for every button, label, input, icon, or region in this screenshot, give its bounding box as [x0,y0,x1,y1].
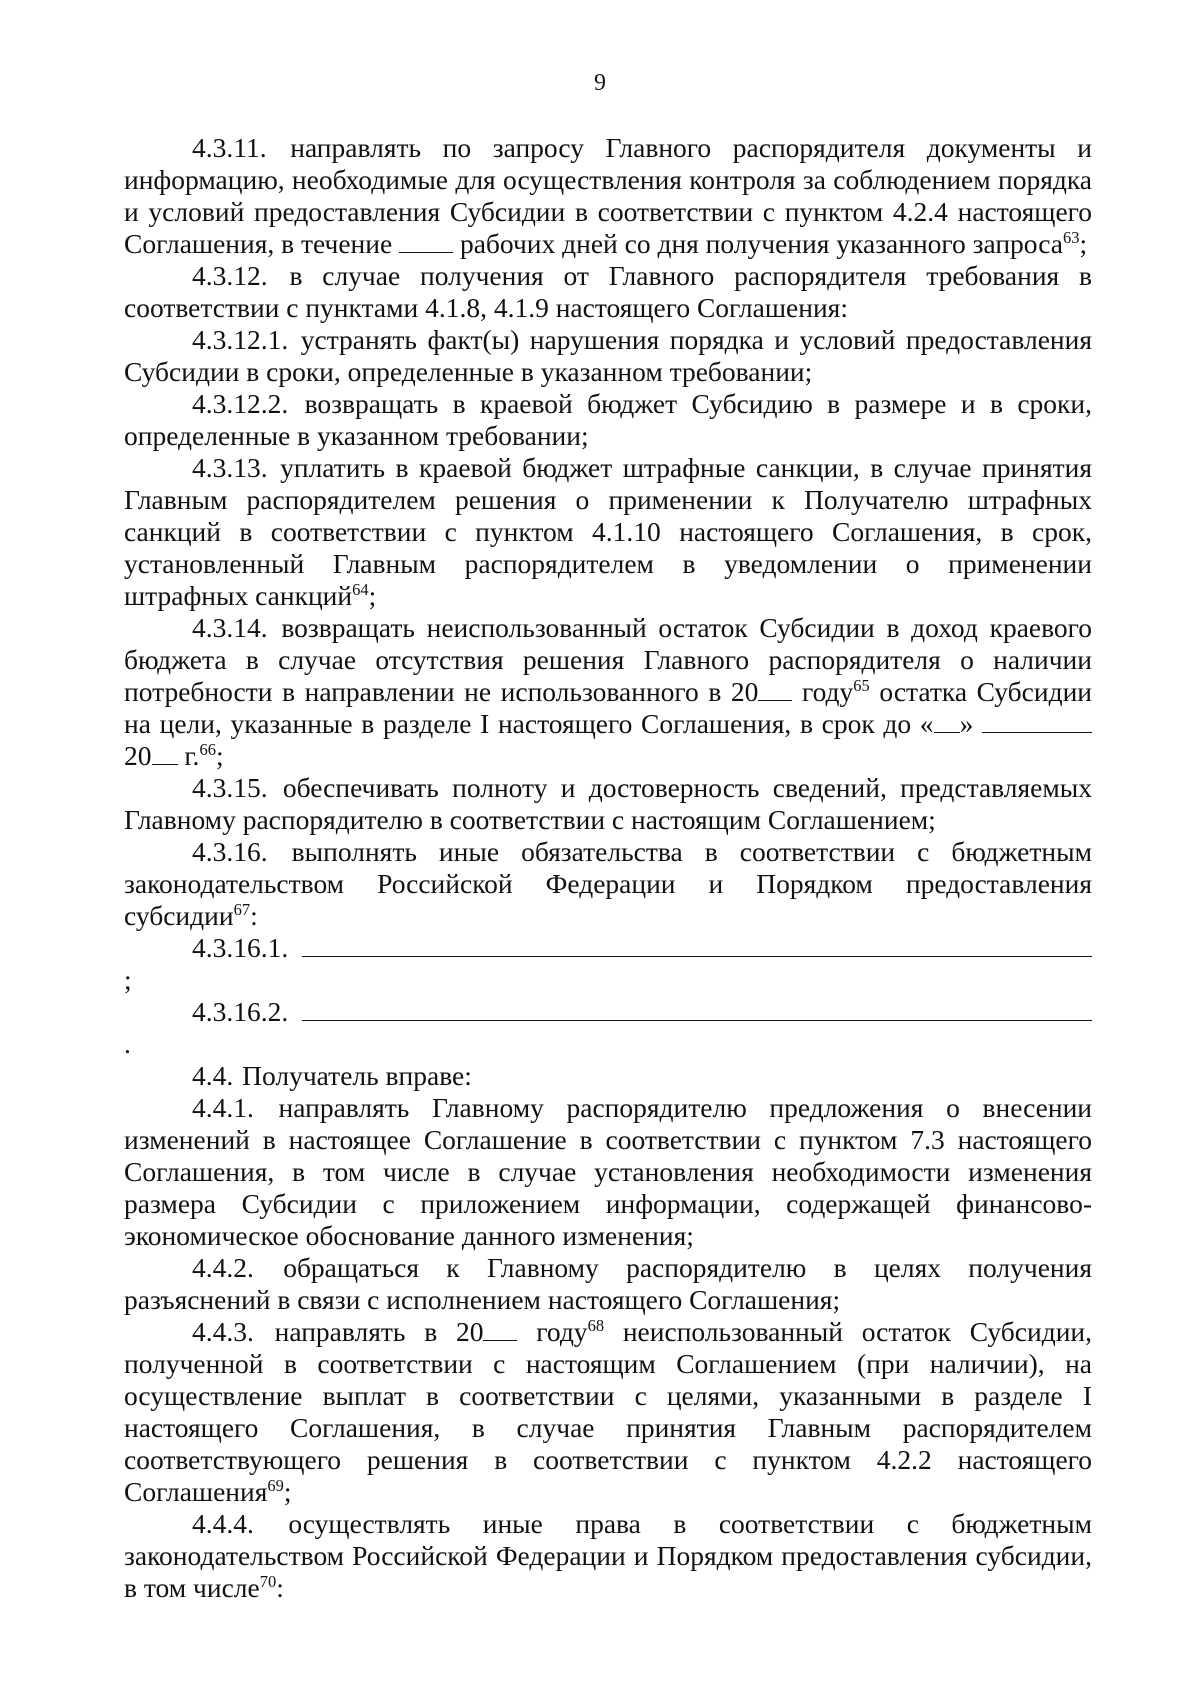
footnote-ref: 64 [352,579,369,599]
blank-field [302,998,1092,1021]
clause-number: 4.3.12.2. [192,388,289,419]
clause-number: 4.3.15. [192,772,268,803]
paragraph-4-4: 4.4. Получатель вправе: [192,1060,472,1091]
paragraph-4-3-12: 4.3.12. в случае получения от Главного распорядителя требования в соответствии с пунктами 4.1.8, 4.1.9 настоящего Соглашения: [124,260,1093,323]
blank-field [483,1318,517,1341]
document-body [124,132,1092,1604]
paragraph-4-3-12-1: 4.3.12.1. устранять факт(ы) нарушения порядка и условий предоставления Субсидии в сроки, определенные в указанном требовании; [124,324,1092,387]
clause-number: 4.4.3. [192,1316,254,1347]
footnote-ref: 70 [259,1571,277,1591]
clause-number: 4.4.1. [192,1092,254,1123]
clause-number: 4.3.16.1. [192,932,289,963]
paragraph-4-3-16-2: 4.3.16.2. . [124,996,1092,1060]
blank-field [934,710,960,733]
clause-number: 4.3.16. [192,836,268,867]
paragraph-4-3-12-2: 4.3.12.2. возвращать в краевой бюджет Субсидию в размере и в сроки, определенные в указанном требовании; [124,388,1092,451]
blank-field [152,742,178,765]
blank-field [302,934,1092,957]
clause-number: 4.3.11. [192,132,267,163]
clause-number: 4.3.12.1. [192,324,289,355]
paragraph-4-4-3: 4.4.3. направлять в 20 году$^{68}$ неиспользованный остаток Субсидии, полученной в соответствии с настоящим Соглашением (при наличии), на осуществление выплат в соответствии с целями, указанными в разделе I настоящего Соглашения, в случае принятия Главным распорядителем соответствующего решения в соответствии с пунктом 4.2.2 настоящего Соглашения$^{69}$; [124,1315,1093,1507]
footnote-ref: 69 [267,1475,284,1495]
paragraph-4-3-16: 4.3.16. выполнять иные обязательства в соответствии с бюджетным законодательством Российской Федерации и Порядком предоставления субсидии$^{67}$: [124,836,1092,931]
paragraph-4-4-2: 4.4.2. обращаться к Главному распорядителю в целях получения разъяснений в связи с исполнением настоящего Соглашения; [124,1252,1092,1315]
footnote-ref: 68 [587,1315,605,1335]
clause-number: 4.3.13. [192,452,268,483]
paragraph-4-3-13: 4.3.13. уплатить в краевой бюджет штрафные санкции, в случае принятия Главным распорядителем решения о применении к Получателю штрафных санкций в соответствии с пунктом 4.1.10 настоящего Соглашения, в срок, установленный Главным распорядителем в уведомлении о применении штрафных санкций$^{64}$; [124,452,1093,611]
paragraph-4-3-15: 4.3.15. обеспечивать полноту и достоверность сведений, представляемых Главному распорядителю в соответствии с настоящим Соглашением; [124,772,1093,835]
clause-number: 4.4. [192,1060,234,1091]
clause-number: 4.4.2. [192,1252,254,1283]
footnote-ref: 67 [233,899,251,919]
paragraph-4-4-1: 4.4.1. направлять Главному распорядителю предложения о внесении изменений в настоящее Соглашение в соответствии с пунктом 7.3 настоящего Соглашения, в том числе в случае установления необходимости изменения размера Субсидии с приложением информации, содержащей финансово-экономическое обоснование данного изменения; [124,1092,1093,1251]
footnote-ref: 63 [1062,227,1080,247]
page-number: 9 [594,70,606,96]
blank-field [399,230,453,253]
footnote-ref: 66 [199,739,216,759]
blank-field [758,678,792,701]
clause-number: 4.3.14. [192,612,268,643]
clause-number: 4.4.4. [192,1508,254,1539]
clause-number: 4.3.16.2. [192,996,289,1027]
paragraph-4-3-14: 4.3.14. возвращать неиспользованный остаток Субсидии в доход краевого бюджета в случае отсутствия решения Главного распорядителя о наличии потребности в направлении не использованного в 20 году$^{65}$ остатка Субсидии на цели, указанные в разделе I настоящего Соглашения, в срок до « » 20 г.$^{66}$; [124,612,1093,771]
paragraph-4-3-11: 4.3.11. направлять по запросу Главного распорядителя документы и информацию, необходимые для осуществления контроля за соблюдением порядка и условий предоставления Субсидии в соответствии с пунктом 4.2.4 настоящего Соглашения, в течение рабочих дней со дня получения указанного запроса$^{63}$; [124,132,1093,259]
clause-number: 4.3.12. [192,260,268,291]
paragraph-4-4-4: 4.4.4. осуществлять иные права в соответствии с бюджетным законодательством Российской Федерации и Порядком предоставления субсидии, в том числе$^{70}$: [124,1508,1093,1603]
footnote-ref: 65 [853,675,870,695]
blank-field [982,710,1092,733]
paragraph-4-3-16-1: 4.3.16.1. ; [124,932,1092,996]
